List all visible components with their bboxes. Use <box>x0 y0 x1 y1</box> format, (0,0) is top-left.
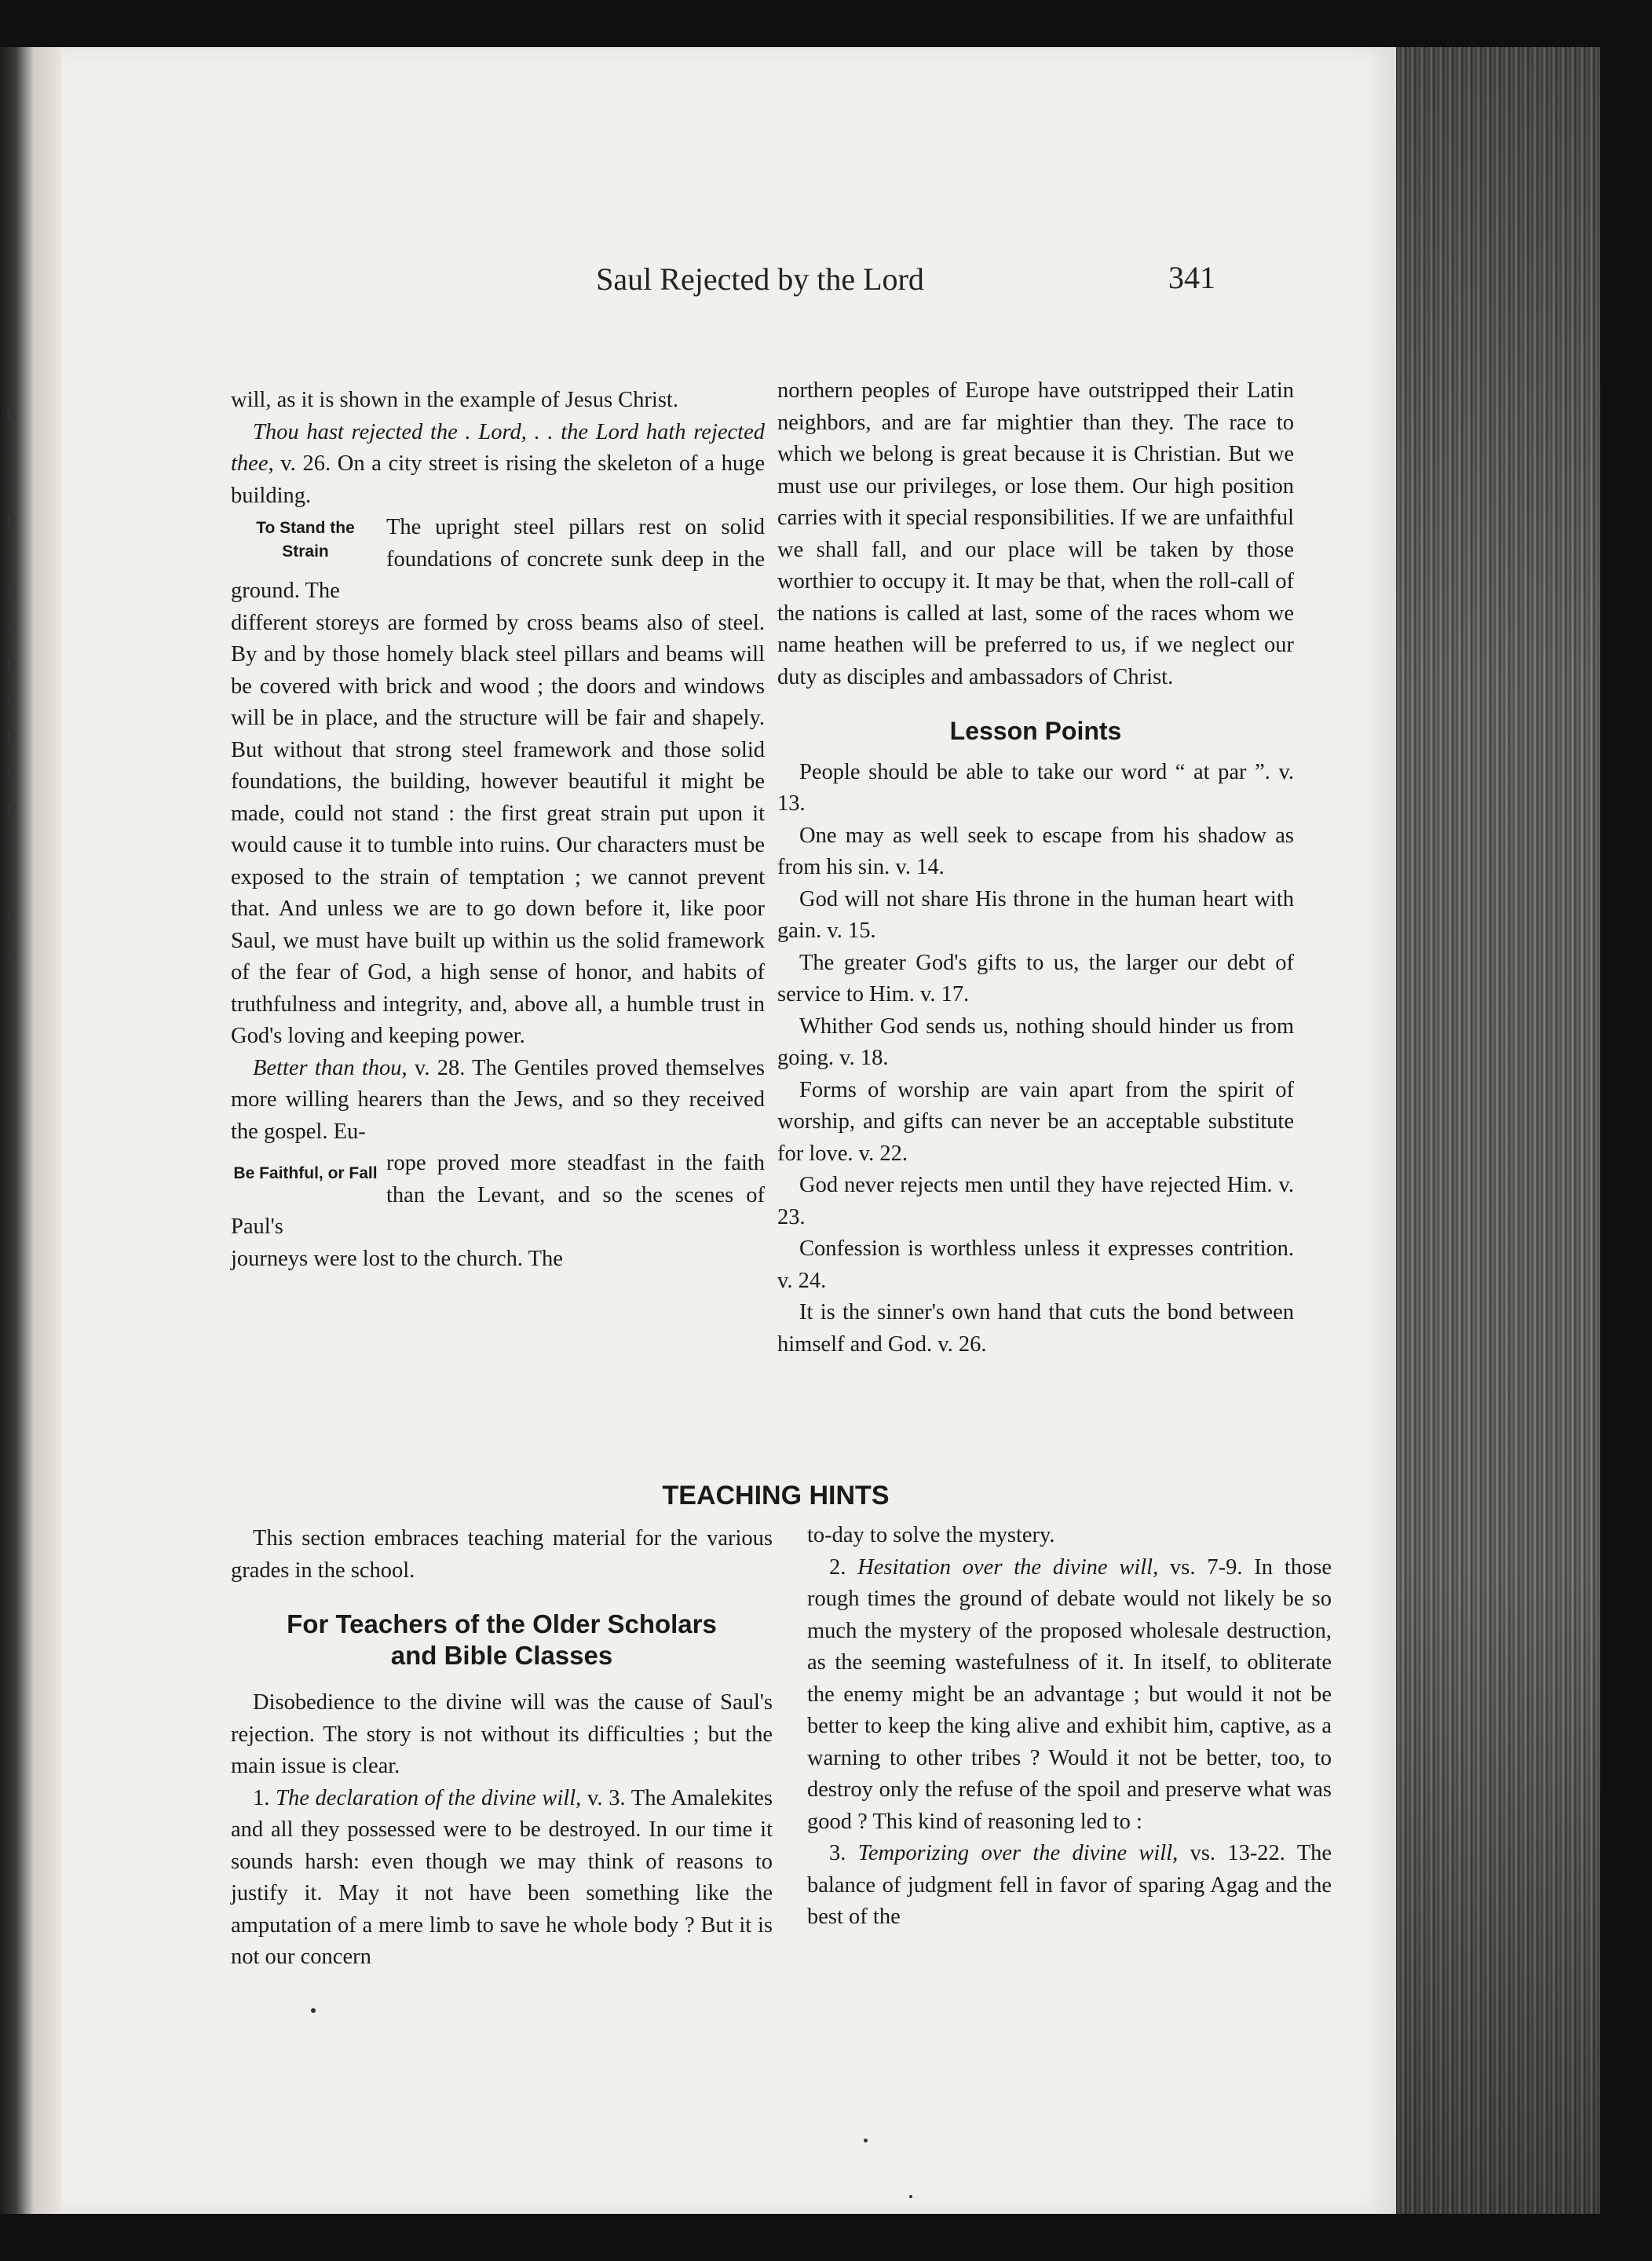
lesson-point: God will not share His throne in the human heart with gain. v. 15. <box>777 886 1294 943</box>
paragraph: different storeys are formed by cross beams also of steel. By and by those homely black steel pillars and beams will be covered with brick and wood ; the doors and windows will be in place, and the structure will be fair and shapely. But without that strong steel framework and those solid foundations, the building, however beautiful it might be made, could not stand : the first great strain put upon it would cause it to tumble into ruins. Our characters must be exposed to the strain of temptation ; we cannot prevent that. And unless we are to go down before it, like poor Saul, we must have built up within us the solid framework of the fear of God, a high sense of honor, and habits of truthfulness and integrity, and, above all, a humble trust in God's loving and keeping power. <box>231 610 765 1048</box>
lesson-point: Forms of worship are vain apart from the spirit of worship, and gifts can never be an acceptable substitute for love. v. 22. <box>777 1077 1294 1166</box>
lesson-point: People should be able to take our word “ at par ”. v. 13. <box>777 759 1294 816</box>
right-column <box>777 375 1294 1361</box>
margin-letter: e <box>6 652 16 674</box>
previous-page-margin-letters <box>3 393 19 970</box>
margin-note: To Stand the Strain <box>256 519 355 561</box>
paragraph <box>231 1783 773 1974</box>
margin-note: Be Faithful, or Fall <box>233 1164 378 1182</box>
margin-note-block <box>231 512 765 608</box>
margin-letter: e <box>6 507 16 530</box>
margin-letter: l <box>8 543 14 566</box>
paragraph <box>231 417 765 513</box>
paper-speck <box>864 2139 868 2142</box>
paragraph: journeys were lost to the church. The <box>231 1246 563 1271</box>
paragraph-text: vs. 7-9. In those rough times the ground of debate would not likely be so much the mystery of the proposed wholesale destruction, as the seeming wastefulness of it. In itself, to obliterate the enemy might be an advantage ; but would it not be better to keep the king alive and exhibit him, captive, as a warning to other tribes ? Would it not be better, too, to destroy only the refuse of the spoil and preserve what was good ? This kind of reasoning led to : <box>807 1554 1332 1834</box>
margin-letter: g <box>5 399 16 422</box>
point-title: The declaration of the divine will, <box>276 1785 582 1810</box>
item-number: 2. <box>829 1554 858 1580</box>
page-number: 341 <box>1168 260 1215 295</box>
margin-letter: y <box>5 760 16 783</box>
previous-page-edge <box>0 47 61 2214</box>
margin-letter: i <box>8 868 14 891</box>
paragraph: Disobedience to the divine will was the cause of Saul's rejection. The story is not without its difficulties ; but the main issue is clear. <box>231 1690 773 1778</box>
paragraph-text: v. 28. The Gentiles proved themselves more willing hearers than the Jews, and so they received the gospel. Eu- <box>231 1055 765 1144</box>
margin-letter: e <box>6 796 16 819</box>
lesson-point: Confession is worthless unless it expresses contrition. v. 24. <box>777 1236 1294 1293</box>
scripture-quote: Better than thou, <box>253 1055 408 1080</box>
lesson-point: Whither God sends us, nothing should hinder us from going. v. 18. <box>777 1014 1294 1070</box>
paragraph-text: v. 26. On a city street is rising the skeleton of a huge building. <box>231 451 765 508</box>
left-column <box>231 385 765 1275</box>
margin-letter: e <box>6 904 16 927</box>
teaching-hints-left-column <box>231 1523 773 1974</box>
paragraph <box>807 1552 1332 1839</box>
book-page <box>61 47 1396 2214</box>
paragraph <box>807 1838 1332 1934</box>
teaching-hints-right-column <box>807 1520 1332 1934</box>
margin-letter: g <box>5 579 16 602</box>
paper-speck <box>311 2008 316 2013</box>
item-number: 1. <box>253 1785 276 1810</box>
margin-note-block <box>231 1148 765 1244</box>
paragraph-text: The upright steel pillars rest on solid foundations of concrete sunk deep in the ground. The <box>231 515 765 603</box>
paragraph: This section embraces teaching material for the various grades in the school. <box>231 1526 773 1583</box>
paragraph-text: vs. 13-22. The balance of judgment fell in favor of sparing Agag and the best of the <box>807 1841 1332 1929</box>
margin-letter: f <box>7 435 15 458</box>
point-title: Hesitation over the divine will, <box>857 1554 1159 1580</box>
older-scholars-heading <box>231 1609 773 1671</box>
teaching-hints-heading: TEACHING HINTS <box>662 1481 890 1510</box>
paragraph-text: v. 3. The Amalekites and all they possessed were to be destroyed. In our time it sounds harsh: even though we may think of reasons to justify it. May it not have been something like the amputation of a mere limb to save he whole body ? But it is not our concern <box>231 1785 773 1969</box>
running-head: Saul Rejected by the Lord <box>596 261 924 297</box>
heading-line: For Teachers of the Older Scholars <box>287 1609 717 1638</box>
paragraph-text: rope proved more steadfast in the faith than the Levant, and so the scenes of Paul's <box>231 1151 765 1239</box>
book-page-edges-shade <box>1396 47 1600 2214</box>
paragraph: northern peoples of Europe have outstripped their Latin neighbors, and are far mightier than they. The race to which we belong is great because it is Christian. But we must use our privileges, or lose them. Our high position carries with it special responsibilities. If we are unfaithful we shall fall, and our place will be taken by those worthier to occupy it. It may be that, when the roll-call of the nations is called at last, some of the races whom we name heathen will be preferred to us, if we neglect our duty as disciples and ambassadors of Christ. <box>777 378 1294 689</box>
lesson-points-heading: Lesson Points <box>949 717 1122 745</box>
item-number: 3. <box>829 1841 858 1865</box>
lesson-points-list <box>777 757 1294 1361</box>
paragraph: to-day to solve the mystery. <box>807 1523 1055 1547</box>
margin-letter: r <box>7 615 15 638</box>
lesson-point: It is the sinner's own hand that cuts the bond between himself and God. v. 26. <box>777 1300 1294 1357</box>
paper-speck <box>909 2195 912 2198</box>
lesson-point: God never rejects men until they have rejected Him. v. 23. <box>777 1173 1294 1229</box>
scripture-quote: Thou hast rejected the . Lord, . . the Lord hath rejected thee, <box>231 419 765 476</box>
lesson-point: One may as well seek to escape from his shadow as from his sin. v. 14. <box>777 823 1294 879</box>
margin-letter: f <box>7 471 15 494</box>
margin-letter: e <box>6 724 16 747</box>
margin-letter: l <box>8 832 14 855</box>
margin-letter: e <box>6 688 16 710</box>
heading-line: and Bible Classes <box>390 1641 613 1670</box>
lesson-point: The greater God's gifts to us, the larger our debt of service to Him. v. 17. <box>777 950 1294 1006</box>
paragraph <box>231 1053 765 1149</box>
paragraph: will, as it is shown in the example of Jesus Christ. <box>231 388 678 412</box>
point-title: Temporizing over the divine will, <box>857 1841 1179 1865</box>
margin-letter: r <box>7 941 15 963</box>
